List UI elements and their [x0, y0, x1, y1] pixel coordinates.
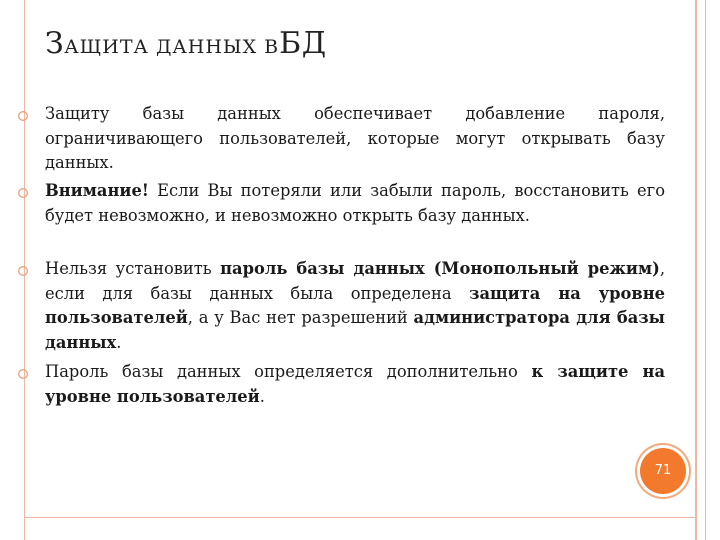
- bullet-icon: [17, 110, 29, 122]
- text-segment: .: [259, 386, 265, 406]
- text-segment: Если Вы потеряли или забыли пароль, восстановить его будет невозможно, и невозможно открыть базу данных.: [45, 181, 665, 225]
- text-segment: , а у Вас нет разрешений: [187, 308, 414, 327]
- frame-line-right: [695, 0, 697, 540]
- bullet-icon: [17, 265, 29, 277]
- text-segment: Нельзя установить: [45, 259, 221, 278]
- bullet-item-4: [45, 360, 665, 409]
- bullet-icon: [17, 368, 29, 380]
- text-segment: , если для базы данных была определена: [45, 259, 665, 303]
- title-initial: З: [45, 26, 65, 61]
- bold-text-segment: Внимание!: [45, 181, 149, 200]
- frame-line-right-outer: [705, 0, 706, 540]
- bullet-item-2: [45, 179, 665, 228]
- bullet-item-1: [45, 102, 665, 176]
- title-tail: БД: [279, 26, 327, 61]
- title-small-caps: АЩИТА ДАННЫХ В: [64, 36, 280, 58]
- bold-text-segment: администратора для базы данных: [45, 308, 665, 352]
- bold-text-segment: пароль базы данных (Монопольный режим): [220, 259, 660, 278]
- text-segment: Пароль базы данных определяется дополнительно: [45, 362, 532, 381]
- bold-text-segment: защита на уровне пользователей: [45, 283, 666, 327]
- text-segment: .: [116, 332, 122, 352]
- bullet-item-3: [45, 257, 665, 355]
- bold-text-segment: к защите на уровне пользователей: [45, 362, 665, 406]
- text-segment: Защиту базы данных обеспечивает добавление пароля, ограничивающего пользователей, которые могут открывать базу данных.: [45, 104, 665, 172]
- bullet-icon: [17, 187, 29, 199]
- frame-line-bottom: [24, 517, 695, 518]
- slide-title: [45, 26, 327, 61]
- page-number-badge: 71: [640, 448, 686, 494]
